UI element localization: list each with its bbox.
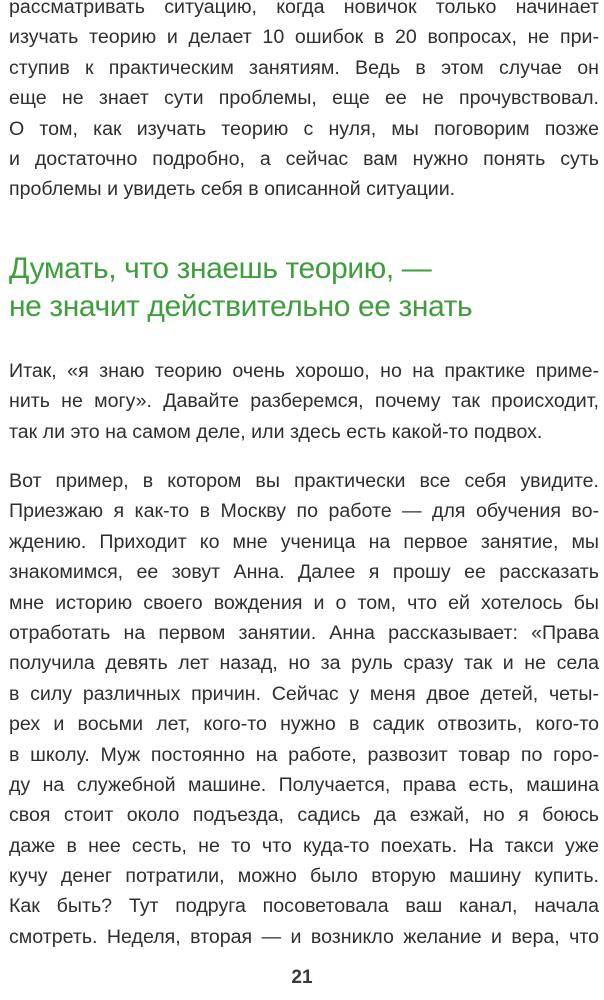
text-line: Итак, «я знаю теорию очень хорошо, но на практике приме- xyxy=(9,360,599,382)
text-line: О том, как изучать теорию с нуля, мы поговорим позже xyxy=(9,117,599,140)
heading-line: не значит действительно ее знать xyxy=(9,290,473,323)
section-heading xyxy=(9,250,599,326)
text-line: получила девять лет назад, но за руль сразу так и не села xyxy=(9,652,599,675)
heading-line: Думать, что знаешь теорию, — xyxy=(9,252,432,285)
text-line: и достаточно подробно, а сейчас вам нужно понять суть xyxy=(9,147,599,170)
text-line: ступив к практическим занятиям. Ведь в этом случае он xyxy=(9,56,599,79)
text-line: мне историю своего вождения и о том, что ей хотелось бы xyxy=(9,591,599,614)
text-line: Приезжаю я как-то в Москву по работе — для обучения во- xyxy=(9,500,599,523)
text-line: проблемы и увидеть себя в описанной ситуации. xyxy=(9,178,456,201)
text-line: Как быть? Тут подруга посоветовала ваш канал, начала xyxy=(9,895,599,918)
text-line: Вот пример, в котором вы практически все себя увидите. xyxy=(9,470,599,492)
paragraph-intro-continuation xyxy=(9,0,599,205)
text-line: ждению. Приходит ко мне ученица на первое занятие, мы xyxy=(9,530,599,553)
text-line: так ли это на самом деле, или здесь есть какой-то подвох. xyxy=(9,420,543,443)
text-line: рассматривать ситуацию, когда новичок только начинает xyxy=(9,0,599,18)
text-line: ду на служебной машине. Получается, права есть, машина xyxy=(9,773,599,796)
text-line: смотреть. Неделя, вторая — и возникло желание и вера, что xyxy=(9,925,599,948)
text-line: изучать теорию и делает 10 ошибок в 20 вопросах, не при- xyxy=(9,26,599,49)
text-line: рех и восьми лет, кого-то нужно в садик отвозить, кого-то xyxy=(9,713,599,736)
text-line: нить не могу». Давайте разберемся, почему так происходит, xyxy=(9,390,599,413)
text-line: кучу денег потратили, можно было вторую машину купить. xyxy=(9,865,599,888)
text-line: в школу. Муж постоянно на работе, развозит товар по горо- xyxy=(9,743,599,766)
text-line: даже в нее сесть, не то что куда-то поехать. На такси уже xyxy=(9,834,599,857)
page-number: 21 xyxy=(291,967,313,988)
paragraph-theory-claim xyxy=(9,356,599,447)
text-line: своя стоит около подъезда, садись да езжай, но я боюсь xyxy=(9,804,599,827)
text-line: еще не знает сути проблемы, еще ее не прочувствовал. xyxy=(9,87,599,110)
text-line: знакомимся, ее зовут Анна. Далее я прошу ее рассказать xyxy=(9,561,599,584)
text-line: отработать на первом занятии. Анна рассказывает: «Права xyxy=(9,621,599,644)
text-line: в силу различных причин. Сейчас у меня двое детей, четы- xyxy=(9,682,599,705)
paragraph-anna-example xyxy=(9,466,599,952)
